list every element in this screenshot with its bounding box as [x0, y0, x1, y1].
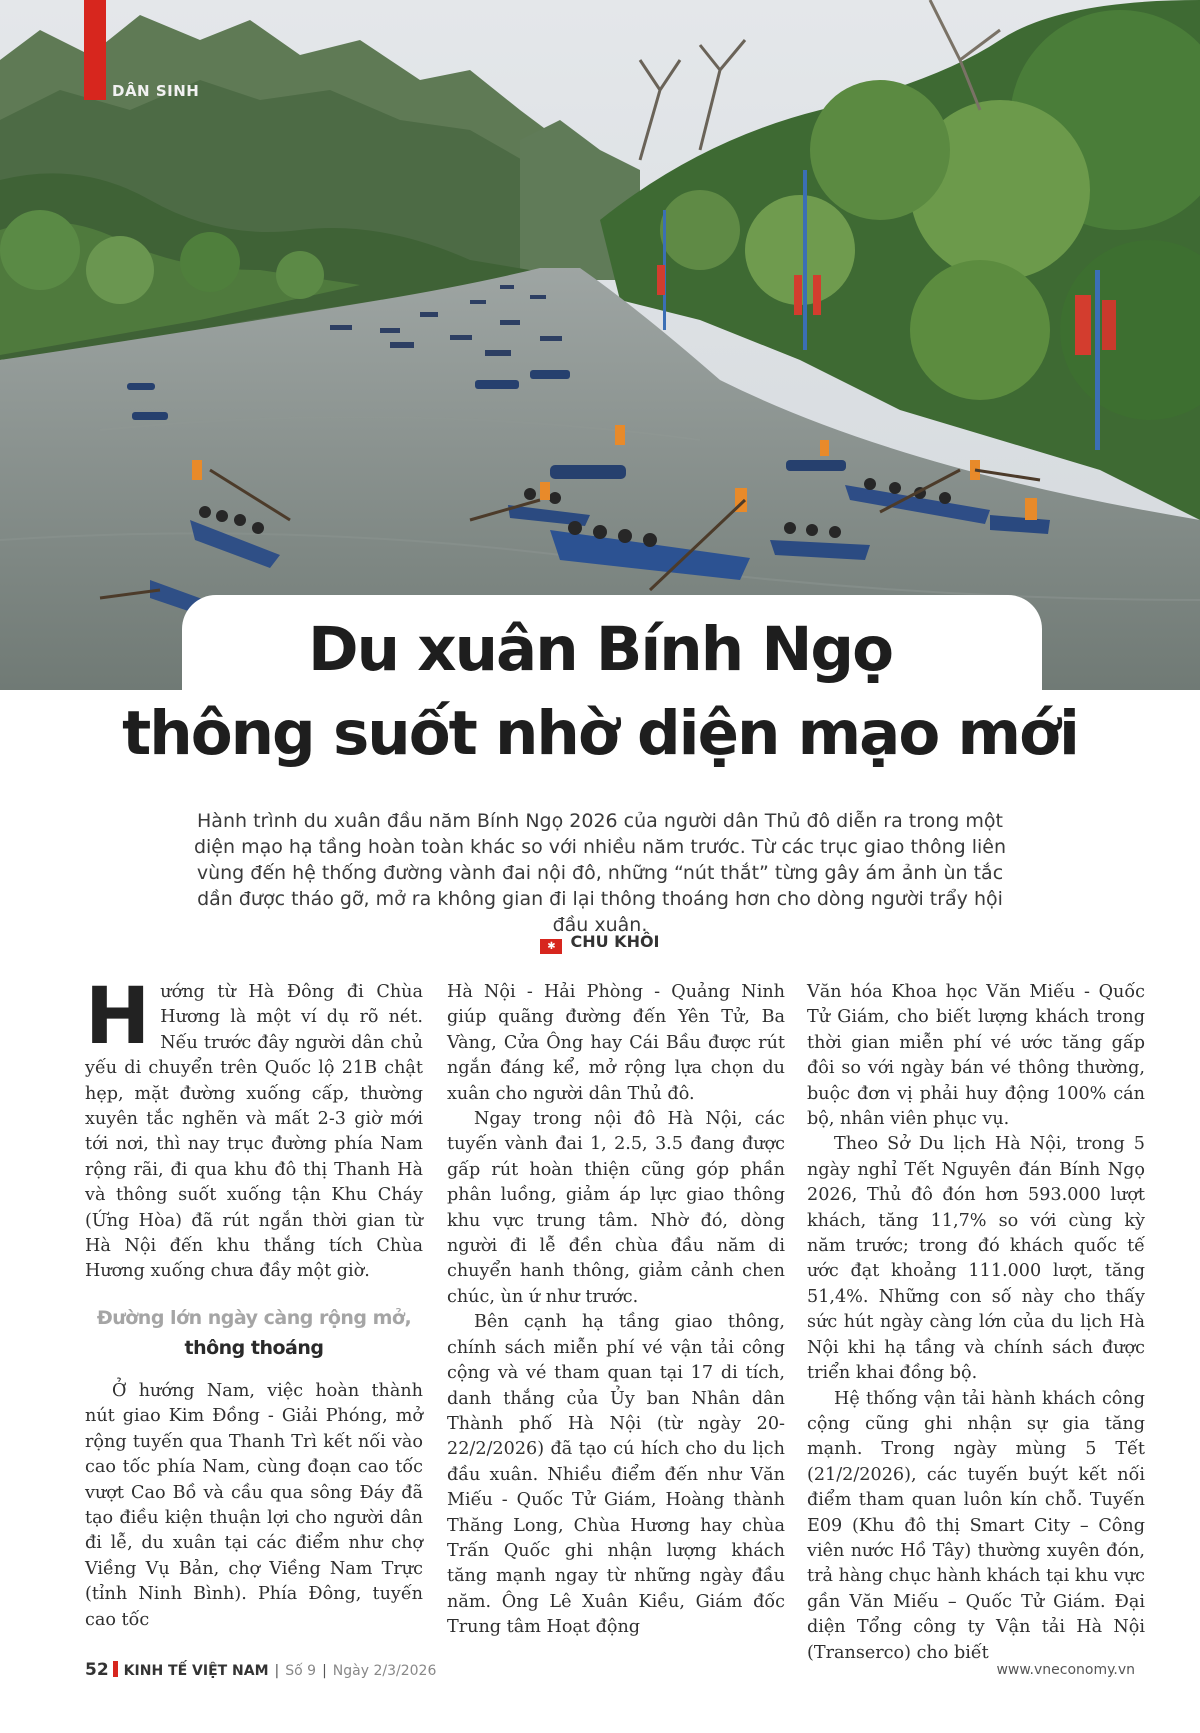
river-boats-illustration: [0, 0, 1200, 690]
hero-photo: [0, 0, 1200, 690]
author-flag-icon: ✱: [540, 939, 562, 954]
column-1: [85, 972, 423, 1633]
paragraph: Hướng từ Hà Đông đi Chùa Hương là một ví dụ rõ nét. Nếu trước đây người dân chủ yếu di chuyển trên Quốc lộ 21B chật hẹp, mặt đường xuống cấp, thường xuyên tắc nghẽn và mất 2-3 giờ mới tới nơi, thì nay trục đường phía Nam rộng rãi, đi qua khu đô thị Thanh Hà và thông suốt xuống tận Khu Cháy (Ứng Hòa) đã rút ngắn thời gian từ Hà Nội đến khu thắng tích Chùa Hương xuống chưa đầy một giờ.: [85, 972, 423, 1282]
article-lead: Hành trình du xuân đầu năm Bính Ngọ 2026 của người dân Thủ đô diễn ra trong một diện mạo hạ tầng hoàn toàn khác so với nhiều năm trước. Từ các trục giao thông liên vùng đến hệ thống đường vành đai nội đô, những “nút thắt” từng gây ám ảnh ùn tắc dần được tháo gỡ, mở ra không gian đi lại thông thoáng hơn cho dòng người trẩy hội đầu xuân.: [193, 810, 1007, 936]
section-label: DÂN SINH: [112, 82, 200, 100]
issue-number: Số 9: [285, 1663, 317, 1679]
paragraph: Văn hóa Khoa học Văn Miếu - Quốc Tử Giám, cho biết lượng khách trong thời gian miễn phí vé ước tăng gấp đôi so với ngày bán vé thông thường, buộc đơn vị phải huy động 100% cán bộ, nhân viên phục vụ.: [807, 982, 1145, 1130]
paragraph: Bên cạnh hạ tầng giao thông, chính sách miễn phí vé vận tải công cộng và vé tham quan tại 17 di tích, danh thắng của Ủy ban Nhân dân Thành phố Hà Nội (từ ngày 20-22/2/2026) đã tạo cú hích cho du lịch đầu xuân. Nhiều điểm đến như Văn Miếu - Quốc Tử Giám, Hoàng thành Thăng Long, Chùa Hương hay chùa Trấn Quốc ghi nhận lượng khách tăng mạnh ngay từ những ngày đầu năm. Ông Lê Xuân Kiều, Giám đốc Trung tâm Hoạt động: [447, 1312, 785, 1638]
publication-name: KINH TẾ VIỆT NAM: [123, 1663, 269, 1679]
section-subhead: [85, 1303, 423, 1363]
subhead-line-2: thông thoáng: [184, 1336, 324, 1359]
page-footer: [85, 1660, 1135, 1684]
page-number: 52: [85, 1660, 109, 1680]
footer-accent-bar: [113, 1661, 118, 1677]
paragraph: Hà Nội - Hải Phòng - Quảng Ninh giúp quãng đường đến Yên Tử, Ba Vàng, Cửa Ông hay Cái Bầu được rút ngắn đáng kể, mở rộng lựa chọn du xuân cho người dân Thủ đô.: [447, 982, 785, 1104]
subhead-line-1: Đường lớn ngày càng rộng mở,: [96, 1306, 412, 1329]
author-name: CHU KHÔI: [570, 932, 660, 951]
paragraph: Ở hướng Nam, việc hoàn thành nút giao Kim Đồng - Giải Phóng, mở rộng tuyến qua Thanh Trì kết nối vào cao tốc phía Nam, cùng đoạn cao tốc vượt Cao Bồ và cầu qua sông Đáy đã tạo điều kiện thuận lợi cho người dân đi lễ, du xuân tại các điểm như chợ Viềng Vụ Bản, chợ Viềng Nam Trực (tỉnh Ninh Bình). Phía Đông, tuyến cao tốc: [85, 1380, 423, 1630]
paragraph: Hệ thống vận tải hành khách công cộng cũng ghi nhận sự gia tăng mạnh. Trong ngày mùng 5 Tết (21/2/2026), các tuyến buýt kết nối điểm tham quan luôn kín chỗ. Tuyến E09 (Khu đô thị Smart City – Công viên nước Hồ Tây) thường xuyên đón, trả hàng chục hành khách tại khu vực gần Văn Miếu – Quốc Tử Giám. Đại diện Tổng công ty Vận tải Hà Nội (Transerco) cho biết: [807, 1388, 1145, 1663]
column-2: [447, 980, 785, 1641]
byline: [0, 932, 1200, 954]
section-accent-bar: [84, 0, 106, 100]
article-title: [0, 608, 1200, 776]
paragraph: Theo Sở Du lịch Hà Nội, trong 5 ngày nghỉ Tết Nguyên đán Bính Ngọ 2026, Thủ đô đón hơn 593.000 lượt khách, tăng 11,7% so với cùng kỳ năm trước; trong đó khách quốc tế ước đạt khoảng 111.000 lượt, tăng 51,4%. Những con số này cho thấy sức hút ngày càng lớn của du lịch Hà Nội khi hạ tầng và chính sách được triển khai đồng bộ.: [807, 1134, 1145, 1384]
column-3: [807, 980, 1145, 1666]
footer-separator: |: [274, 1663, 280, 1679]
website-link[interactable]: www.vneconomy.vn: [996, 1662, 1135, 1678]
issue-date: Ngày 2/3/2026: [332, 1663, 437, 1679]
title-line-1: Du xuân Bính Ngọ: [307, 614, 893, 685]
title-line-2: thông suốt nhờ diện mạo mới: [122, 698, 1078, 769]
paragraph: Ngay trong nội đô Hà Nội, các tuyến vành đai 1, 2.5, 3.5 đang được gấp rút hoàn thiện cũng góp phần phân luồng, giảm áp lực giao thông khu vực trung tâm. Nhờ đó, dòng người đi lễ đền chùa đầu năm di chuyển hanh thông, giảm cảnh chen chúc, ùn ứ như trước.: [447, 1109, 785, 1307]
drop-cap: H: [85, 972, 151, 1062]
footer-separator: |: [322, 1663, 327, 1679]
